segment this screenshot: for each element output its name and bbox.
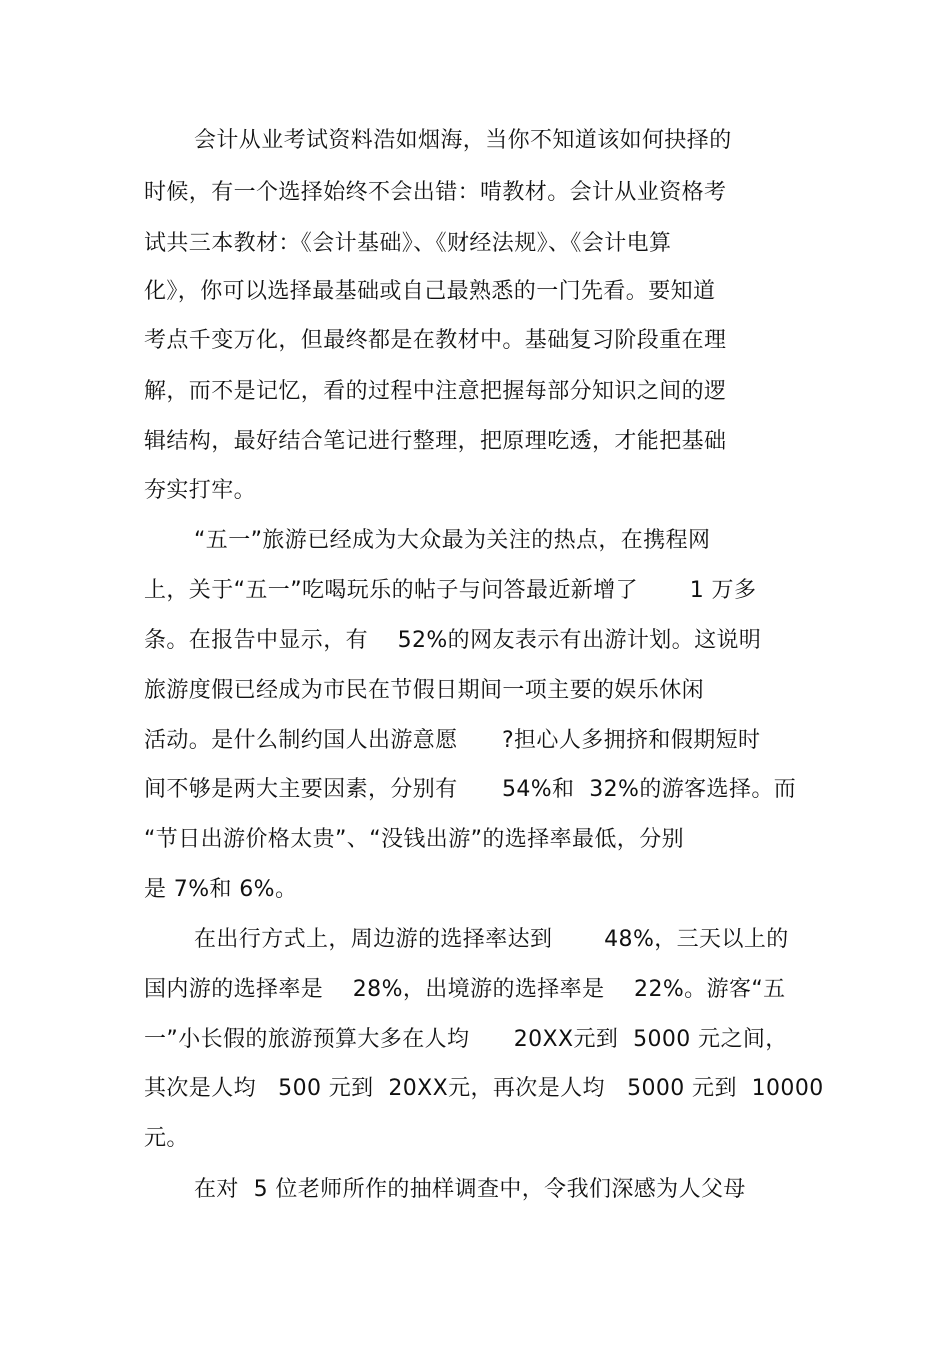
paragraph-2-line-5: 活动。是什么制约国人出游意愿 ?担心人多拥挤和假期短时 <box>144 728 761 753</box>
paragraph-1-line-6: 解，而不是记忆，看的过程中注意把握每部分知识之间的逻 <box>144 379 727 404</box>
paragraph-1-line-5: 考点千变万化，但最终都是在教材中。基础复习阶段重在理 <box>144 328 727 353</box>
paragraph-2-line-4: 旅游度假已经成为市民在节假日期间一项主要的娱乐休闲 <box>144 678 705 703</box>
paragraph-1-line-3: 试共三本教材：《会计基础》、《财经法规》、《会计电算 <box>144 231 672 256</box>
paragraph-4-line-1: 在对 5 位老师所作的抽样调查中，令我们深感为人父母 <box>194 1177 746 1202</box>
paragraph-1-line-8: 夯实打牢。 <box>144 478 257 503</box>
paragraph-3-line-4: 其次是人均 500 元到 20XX元，再次是人均 5000 元到 10000 <box>144 1076 824 1101</box>
paragraph-1-line-1: 会计从业考试资料浩如烟海，当你不知道该如何抉择的 <box>194 128 732 153</box>
paragraph-2-line-1: “五一”旅游已经成为大众最为关注的热点，在携程网 <box>194 528 711 553</box>
paragraph-3-line-1: 在出行方式上，周边游的选择率达到 48%，三天以上的 <box>194 927 789 952</box>
paragraph-3-line-3: 一”小长假的旅游预算大多在人均 20XX元到 5000 元之间， <box>144 1027 788 1052</box>
paragraph-1-line-7: 辑结构，最好结合笔记进行整理，把原理吃透，才能把基础 <box>144 429 727 454</box>
paragraph-2-line-2: 上，关于“五一”吃喝玩乐的帖子与问答最近新增了 1 万多 <box>144 578 757 603</box>
paragraph-2-line-3: 条。在报告中显示，有 52%的网友表示有出游计划。这说明 <box>144 628 762 653</box>
paragraph-1-line-2: 时候，有一个选择始终不会出错：啃教材。会计从业资格考 <box>144 180 727 205</box>
paragraph-1-line-4: 化》，你可以选择最基础或自己最熟悉的一门先看。要知道 <box>144 279 716 304</box>
paragraph-3-line-2: 国内游的选择率是 28%，出境游的选择率是 22%。游客“五 <box>144 977 786 1002</box>
paragraph-2-line-8: 是 7%和 6%。 <box>144 877 298 902</box>
paragraph-3-line-5: 元。 <box>144 1126 189 1151</box>
paragraph-2-line-6: 间不够是两大主要因素，分别有 54%和 32%的游客选择。而 <box>144 777 797 802</box>
paragraph-2-line-7: “节日出游价格太贵”、“没钱出游”的选择率最低，分别 <box>144 827 684 852</box>
